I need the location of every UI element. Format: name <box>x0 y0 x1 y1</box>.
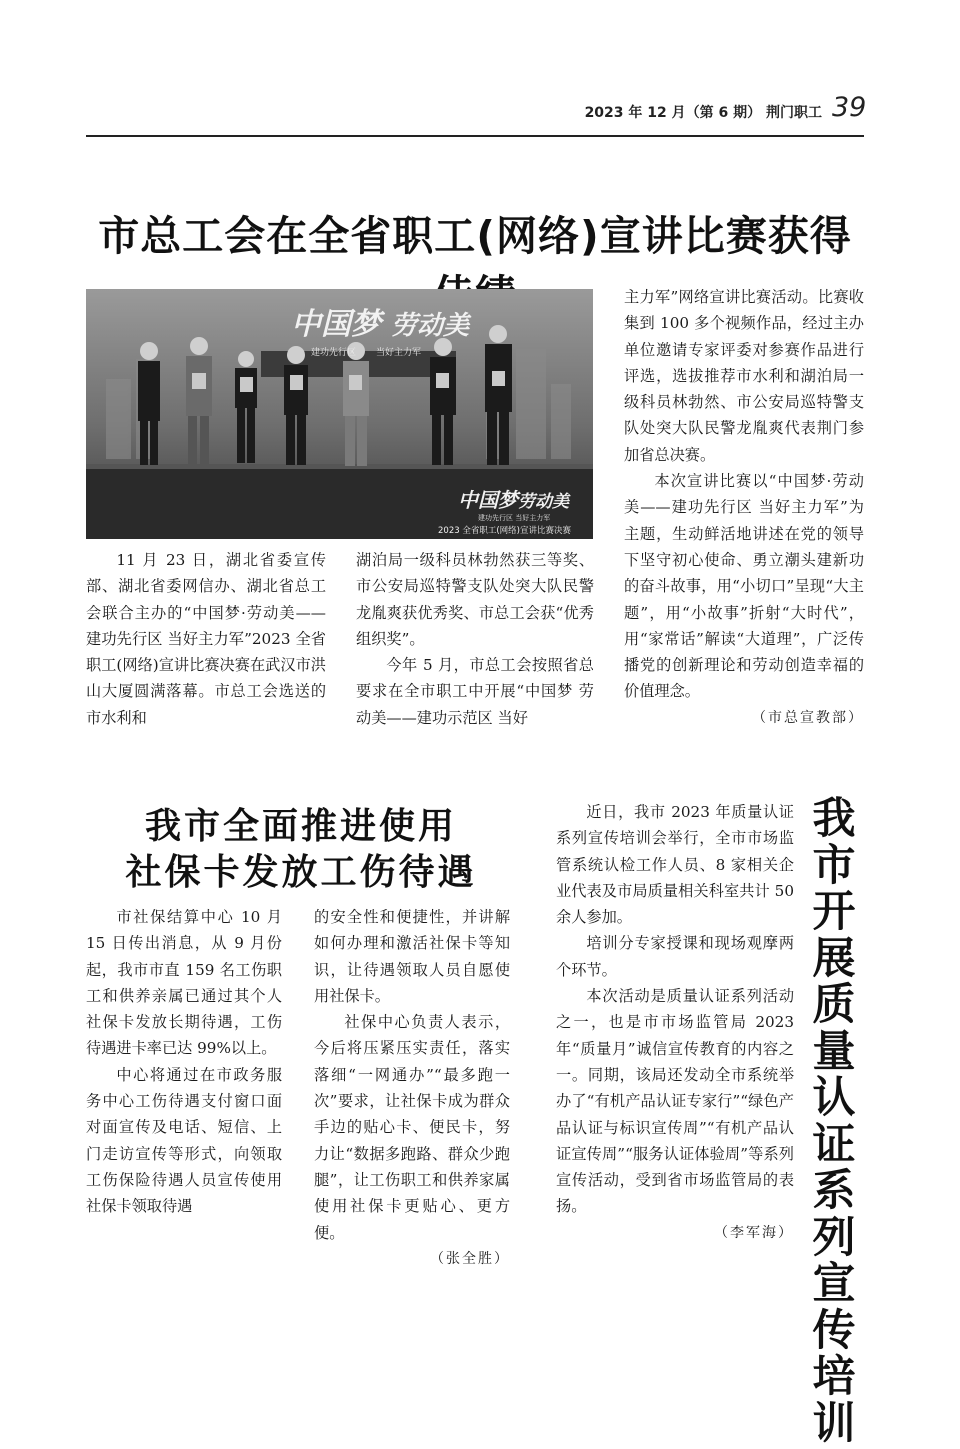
page-number: 39 <box>832 92 867 123</box>
article3-title-char: 质 <box>812 980 856 1030</box>
logo-caption-text: 2023 全省职工(网络)宣讲比赛决赛 <box>438 526 571 536</box>
banner-left-text: 中国梦 <box>291 307 381 342</box>
article2-paragraph: 社保中心负责人表示，今后将压紧压实责任，落实落细“一网通办”“最多跑一次”要求，让社保卡成为群众手边的贴心卡、便民卡，努力让“数据多跑路、群众少跑腿”，让工伤职工和供养家属使用社保卡更贴心、更方便。 <box>314 1013 510 1242</box>
article2-paragraph: 中心将通过在市政务服务中心工伤待遇支付窗口面对面宣传及电话、短信、上门走访宣传等形式，向领取工伤保险待遇人员宣传使用社保卡领取待遇 <box>86 1065 282 1216</box>
article3-title-char: 宣 <box>812 1259 856 1309</box>
article2-column-1 <box>86 904 282 1220</box>
article3-title-char: 开 <box>812 887 856 937</box>
article3-body <box>556 799 794 1246</box>
article2-column-2 <box>314 904 510 1272</box>
banner-sub1: 建功先行区 <box>311 348 357 358</box>
article3-paragraph: 近日，我市 2023 年质量认证系列宣传培训会举行，全市市场监管系统认检工作人员、8 家相关企业代表及市局质量相关科室共计 50 余人参加。 <box>556 803 794 927</box>
article1-paragraph: 主力军”网络宣讲比赛活动。比赛收集到 100 多个视频作品，经过主办单位邀请专家评委对参赛作品进行评选，选拔推荐市水利和湖泊局一级科员林勃然、市公安局巡特警支队处突大队民警龙胤爽代表荆门参加省总决赛。 <box>624 288 864 464</box>
article3-title-char: 市 <box>812 840 856 891</box>
logo-sub-text: 建功先行区 当好主力军 <box>478 514 551 522</box>
article2-byline: （张全胜） <box>430 1250 510 1267</box>
banner-sub2: 当好主力军 <box>376 348 422 358</box>
article3-title-char: 训 <box>812 1398 856 1449</box>
article1-paragraph: 11 月 23 日，湖北省委宣传部、湖北省委网信办、湖北省总工会联合主办的“中国梦·劳动美——建功先行区 当好主力军”2023 全省职工(网络)宣讲比赛决赛在武汉市洪山大厦圆满落幕。市总工会选送的市水利和 <box>86 551 326 727</box>
article1-paragraph: 湖泊局一级科员林勃然获三等奖、市公安局巡特警支队处突大队民警龙胤爽获优秀奖、市总工会获“优秀组织奖”。 <box>356 551 594 648</box>
logo-right-text: 劳动美 <box>518 492 569 512</box>
article1-paragraph: 今年 5 月，市总工会按照省总要求在全市职工中开展“中国梦 劳动美——建功示范区 当好 <box>356 656 594 727</box>
article2-title <box>86 803 516 895</box>
article3-title-char: 系 <box>812 1166 856 1216</box>
article2-title-line2: 社保卡发放工伤待遇 <box>125 851 477 893</box>
logo-left-text: 中国梦 <box>458 488 518 512</box>
article1-byline: （市总宣教部） <box>752 709 864 726</box>
article3-title-char: 传 <box>812 1305 856 1356</box>
banner-right-text: 劳动美 <box>391 311 470 341</box>
article2-paragraph: 的安全性和便捷性，并讲解如何办理和激活社保卡等知识，让待遇领取人员自愿使用社保卡。 <box>314 908 510 1005</box>
article1-paragraph: 本次宣讲比赛以“中国梦·劳动美——建功先行区 当好主力军”为主题，生动鲜活地讲述在党的领导下坚守初心使命、勇立潮头建新功的奋斗故事，用“小切口”呈现“大主题”，用“小故事”折射“大时代”，用“家常话”解读“大道理”，广泛传播党的创新理论和劳动创造幸福的价值理念。 <box>624 472 864 701</box>
article3-title-char: 列 <box>812 1212 856 1263</box>
article1-column-2 <box>356 547 594 731</box>
article3-byline: （李军海） <box>714 1224 794 1241</box>
article3-title-char: 展 <box>812 933 856 984</box>
article2-title-line1: 我市全面推进使用 <box>144 805 457 847</box>
issue-info: 2023 年 12 月（第 6 期） 荆门职工 <box>584 105 822 121</box>
header-rule <box>86 135 864 137</box>
article1-column-1 <box>86 547 326 731</box>
article2-paragraph: 市社保结算中心 10 月 15 日传出消息，从 9 月份起，我市市直 159 名工伤职工和供养亲属已通过其个人社保卡发放长期待遇，工伤待遇进卡率已达 99%以上。 <box>86 908 282 1058</box>
article3-title-char: 量 <box>812 1026 856 1077</box>
article3-title-char: 证 <box>812 1119 856 1170</box>
photo-illustration <box>86 289 593 539</box>
award-ceremony-photo <box>86 289 593 539</box>
article3-title-char: 我 <box>812 794 856 844</box>
article3-title-char: 认 <box>812 1073 856 1123</box>
article3-paragraph: 本次活动是质量认证系列活动之一，也是市市场监管局 2023 年“质量月”诚信宣传教育的内容之一。同期，该局还发动全市系统举办了“有机产品认证专家行”“绿色产品认证与标识宣传周”“有机产品认证宣传周”“服务认证体验周”等系列宣传活动，受到省市场监管局的表扬。 <box>556 987 794 1216</box>
article3-paragraph: 培训分专家授课和现场观摩两个环节。 <box>556 934 794 979</box>
article1-title: 市总工会在全省职工(网络)宣讲比赛获得 <box>98 212 852 260</box>
article1-column-3 <box>624 284 864 731</box>
article3-title-vertical <box>806 796 862 1447</box>
article3-title-char: 培 <box>812 1352 856 1402</box>
